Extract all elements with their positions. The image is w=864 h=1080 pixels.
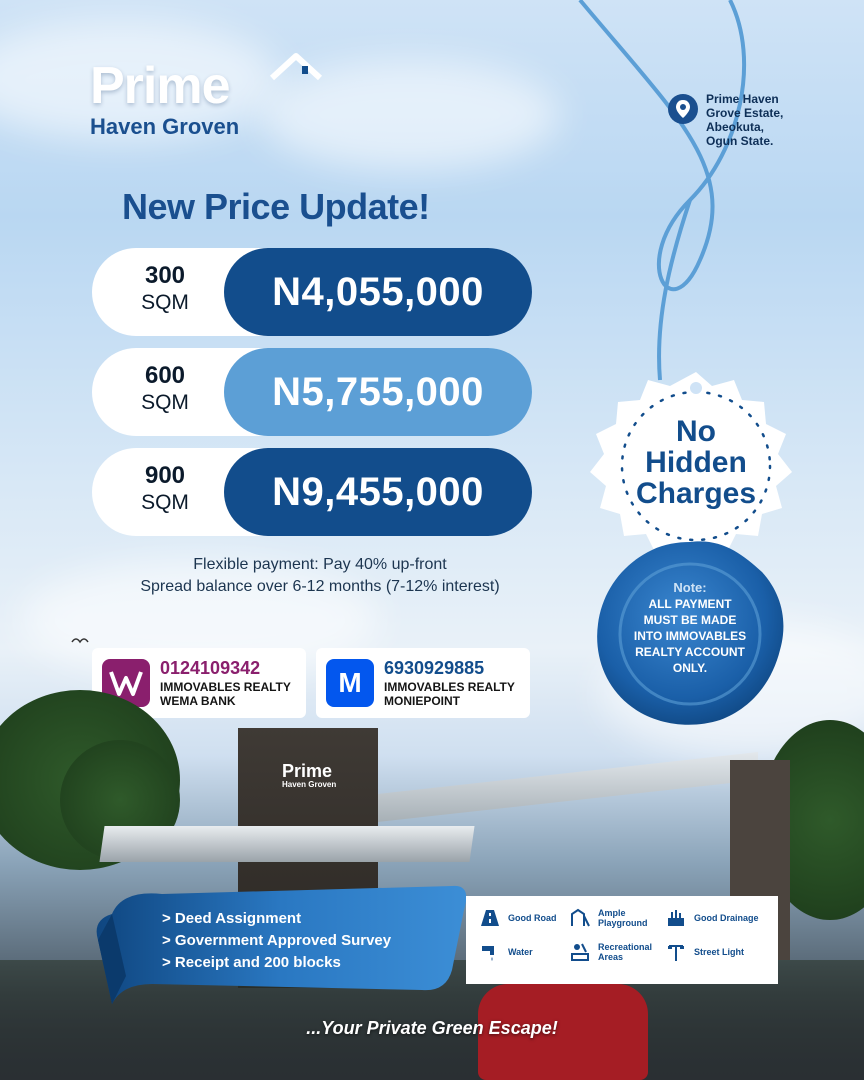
price-row-600 bbox=[92, 348, 532, 436]
amenity-label: Water bbox=[508, 947, 533, 957]
street-light-icon bbox=[666, 942, 686, 962]
amenity-label: Ample Playground bbox=[598, 908, 648, 928]
amenity-good-road bbox=[480, 908, 580, 928]
seal-note-title: Note: bbox=[673, 580, 707, 595]
water-tap-icon bbox=[480, 942, 500, 962]
plot-size-number: 300 bbox=[144, 262, 186, 289]
payment-line: Spread balance over 6-12 months (7-12% interest) bbox=[140, 578, 500, 595]
amenity-label: Street Light bbox=[694, 947, 745, 957]
feature-item: > Receipt and 200 blocks bbox=[162, 954, 341, 971]
account-number[interactable]: 6930929885 bbox=[384, 658, 485, 678]
amenity-recreational-areas bbox=[570, 942, 670, 962]
account-name: IMMOVABLES REALTY bbox=[384, 680, 515, 694]
location-line: Prime Haven bbox=[706, 92, 779, 106]
plot-price: N4,055,000 bbox=[224, 248, 532, 336]
headline: New Price Update! bbox=[122, 186, 430, 227]
bank-name: MONIEPOINT bbox=[384, 694, 461, 708]
plot-size-unit: SQM bbox=[141, 491, 189, 514]
payment-terms bbox=[60, 554, 580, 598]
building-sign-subtitle: Haven Groven bbox=[282, 780, 337, 789]
amenity-water bbox=[480, 942, 580, 962]
seal-note-line: REALTY ACCOUNT bbox=[635, 645, 745, 659]
logo-title: Prime bbox=[90, 57, 230, 115]
seal-note-line: INTO IMMOVABLES bbox=[633, 629, 747, 643]
building-sign-title: Prime bbox=[282, 761, 333, 781]
feature-item: > Deed Assignment bbox=[162, 910, 302, 927]
plot-size bbox=[110, 462, 220, 516]
seal-note bbox=[612, 580, 768, 676]
tag-line: No bbox=[676, 415, 716, 448]
recreation-icon bbox=[570, 942, 590, 962]
plot-price: N5,755,000 bbox=[224, 348, 532, 436]
brand-logo bbox=[90, 56, 310, 140]
amenity-label: Recreational Areas bbox=[598, 942, 653, 962]
price-row-300 bbox=[92, 248, 532, 336]
location-text bbox=[706, 92, 826, 148]
logo-subtitle: Haven Groven bbox=[90, 114, 240, 139]
plot-size-number: 600 bbox=[144, 362, 186, 389]
plot-size-unit: SQM bbox=[141, 291, 189, 314]
price-row-900 bbox=[92, 448, 532, 536]
plot-price: N9,455,000 bbox=[224, 448, 532, 536]
building-sign bbox=[282, 762, 336, 790]
tag-line: Hidden bbox=[645, 446, 747, 479]
location-line: Ogun State. bbox=[706, 134, 774, 148]
amenity-label: Good Road bbox=[508, 913, 557, 923]
map-pin-icon bbox=[668, 94, 698, 124]
tag-line: Charges bbox=[635, 477, 757, 510]
amenity-label: Good Drainage bbox=[694, 913, 759, 923]
account-name: IMMOVABLES REALTY bbox=[160, 680, 291, 694]
tag-string bbox=[560, 0, 780, 400]
location-line: Abeokuta, bbox=[706, 120, 765, 134]
house-icon bbox=[268, 52, 324, 96]
feature-item: > Government Approved Survey bbox=[162, 932, 392, 949]
amenity-playground bbox=[570, 908, 670, 928]
amenity-street-light bbox=[666, 942, 776, 962]
bank-card-moniepoint bbox=[316, 648, 530, 718]
gate-canopy bbox=[99, 826, 474, 862]
payment-line: Flexible payment: Pay 40% up-front bbox=[193, 556, 447, 573]
features-list bbox=[162, 908, 391, 974]
seal-note-line: ALL PAYMENT bbox=[648, 597, 732, 611]
plot-size-unit: SQM bbox=[141, 391, 189, 414]
plot-size-number: 900 bbox=[144, 462, 186, 489]
moniepoint-logo-icon: M bbox=[326, 659, 374, 707]
seal-note-line: MUST BE MADE bbox=[643, 613, 737, 627]
location-line: Grove Estate, bbox=[706, 106, 784, 120]
bank-name: WEMA BANK bbox=[160, 694, 236, 708]
amenities-panel bbox=[466, 896, 778, 984]
gate-canopy bbox=[378, 752, 758, 822]
seal-note-line: ONLY. bbox=[672, 661, 708, 675]
drainage-icon bbox=[666, 908, 686, 928]
tagline: ...Your Private Green Escape! bbox=[306, 1018, 558, 1038]
amenity-good-drainage bbox=[666, 908, 776, 928]
playground-icon bbox=[570, 908, 590, 928]
road-icon bbox=[480, 908, 500, 928]
account-number[interactable]: 0124109342 bbox=[160, 658, 261, 678]
no-hidden-charges-text bbox=[606, 416, 786, 509]
plot-size bbox=[110, 262, 220, 316]
plot-size bbox=[110, 362, 220, 416]
